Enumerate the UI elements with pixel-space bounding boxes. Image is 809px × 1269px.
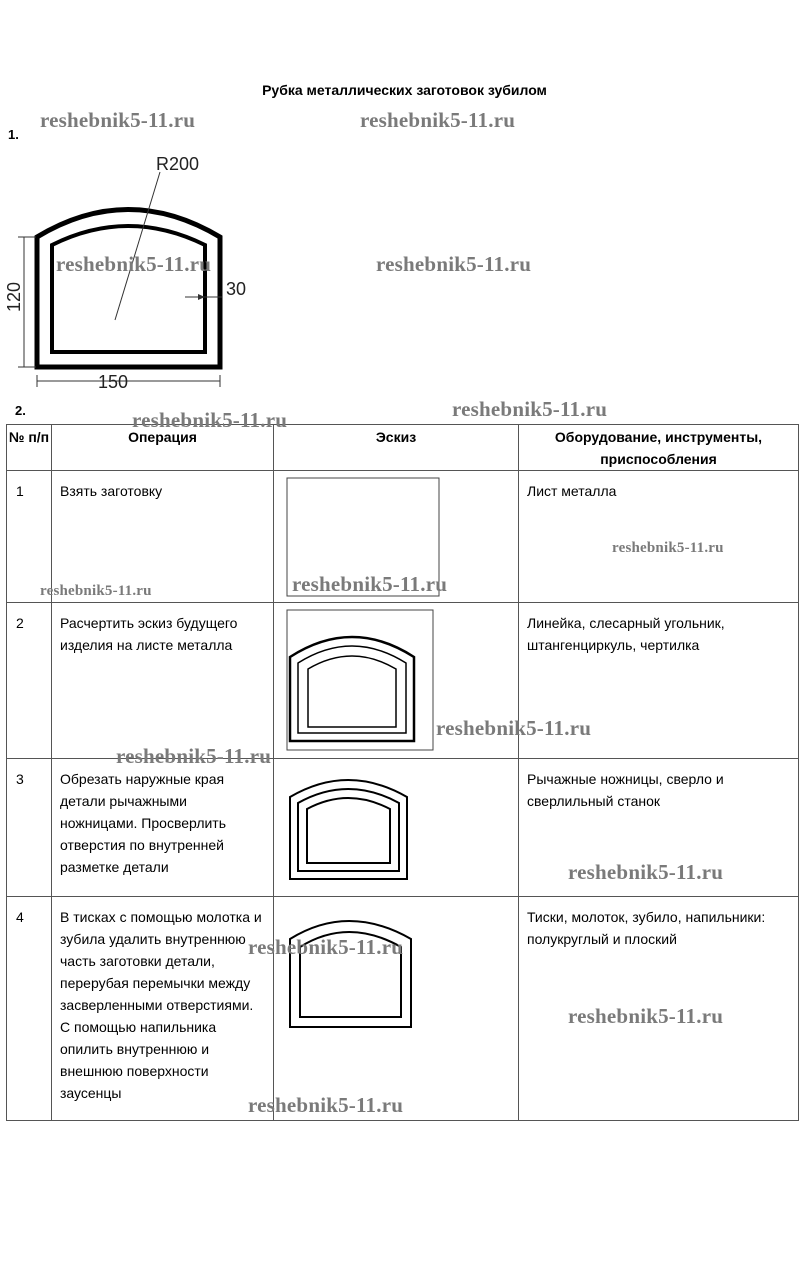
- watermark: reshebnik5-11.ru: [292, 572, 448, 596]
- watermark: reshebnik5-11.ru: [568, 860, 724, 884]
- watermark: reshebnik5-11.ru: [116, 744, 272, 768]
- sketch-finished-part: [286, 905, 442, 1041]
- watermark: reshebnik5-11.ru: [568, 1004, 724, 1028]
- watermark: reshebnik5-11.ru: [376, 252, 532, 276]
- table-header-row: [7, 425, 799, 471]
- watermark: reshebnik5-11.ru: [452, 397, 608, 421]
- row-number: 3: [16, 771, 24, 787]
- row-operation: Обрезать наружные края детали рычажными ножницами. Просверлить отверстия по внутренней разметке детали: [60, 771, 227, 875]
- header-sketch: Эскиз: [274, 425, 519, 471]
- row-number: 4: [16, 909, 24, 925]
- watermark: reshebnik5-11.ru: [436, 716, 592, 740]
- section-2-number: 2.: [15, 403, 26, 418]
- row-equipment: Рычажные ножницы, сверло и сверлильный станок: [527, 771, 724, 809]
- table-row: [7, 603, 799, 759]
- row-operation: В тисках с помощью молотка и зубила удалить внутреннюю часть заготовки детали, перерубая перемычки между засверленными отверстиями. С помощью напильника опилить внутреннюю и внешнюю поверхности заусенцы: [60, 909, 262, 1101]
- row-operation: Взять заготовку: [60, 483, 163, 499]
- watermark: reshebnik5-11.ru: [40, 108, 196, 132]
- watermark: reshebnik5-11.ru: [360, 108, 516, 132]
- row-equipment: Тиски, молоток, зубило, напильники: полукруглый и плоский: [527, 909, 766, 947]
- width-label: 150: [98, 372, 129, 392]
- header-equipment: Оборудование, инструменты, приспособления: [519, 425, 799, 471]
- border-label: 30: [226, 279, 247, 299]
- header-operation: Операция: [52, 425, 274, 471]
- row-number: 2: [16, 615, 24, 631]
- watermark: reshebnik5-11.ru: [132, 408, 288, 432]
- row-equipment: Линейка, слесарный угольник, штангенциркуль, чертилка: [527, 615, 725, 653]
- watermark: reshebnik5-11.ru: [248, 935, 404, 959]
- watermark: reshebnik5-11.ru: [612, 540, 724, 556]
- radius-label: R200: [156, 154, 200, 174]
- section-1-number: 1.: [8, 127, 19, 142]
- header-num: № п/п: [7, 425, 52, 471]
- watermark: reshebnik5-11.ru: [56, 252, 212, 276]
- sketch-marked-sheet: [286, 609, 442, 753]
- page-title: Рубка металлических заготовок зубилом: [262, 82, 547, 98]
- height-label: 120: [4, 281, 24, 312]
- row-number: 1: [16, 483, 24, 499]
- watermark: reshebnik5-11.ru: [248, 1093, 404, 1117]
- sketch-cut-blank: [286, 767, 442, 893]
- row-equipment: Лист металла: [527, 483, 617, 499]
- watermark: reshebnik5-11.ru: [40, 583, 152, 599]
- row-operation: Расчертить эскиз будущего изделия на листе металла: [60, 615, 238, 653]
